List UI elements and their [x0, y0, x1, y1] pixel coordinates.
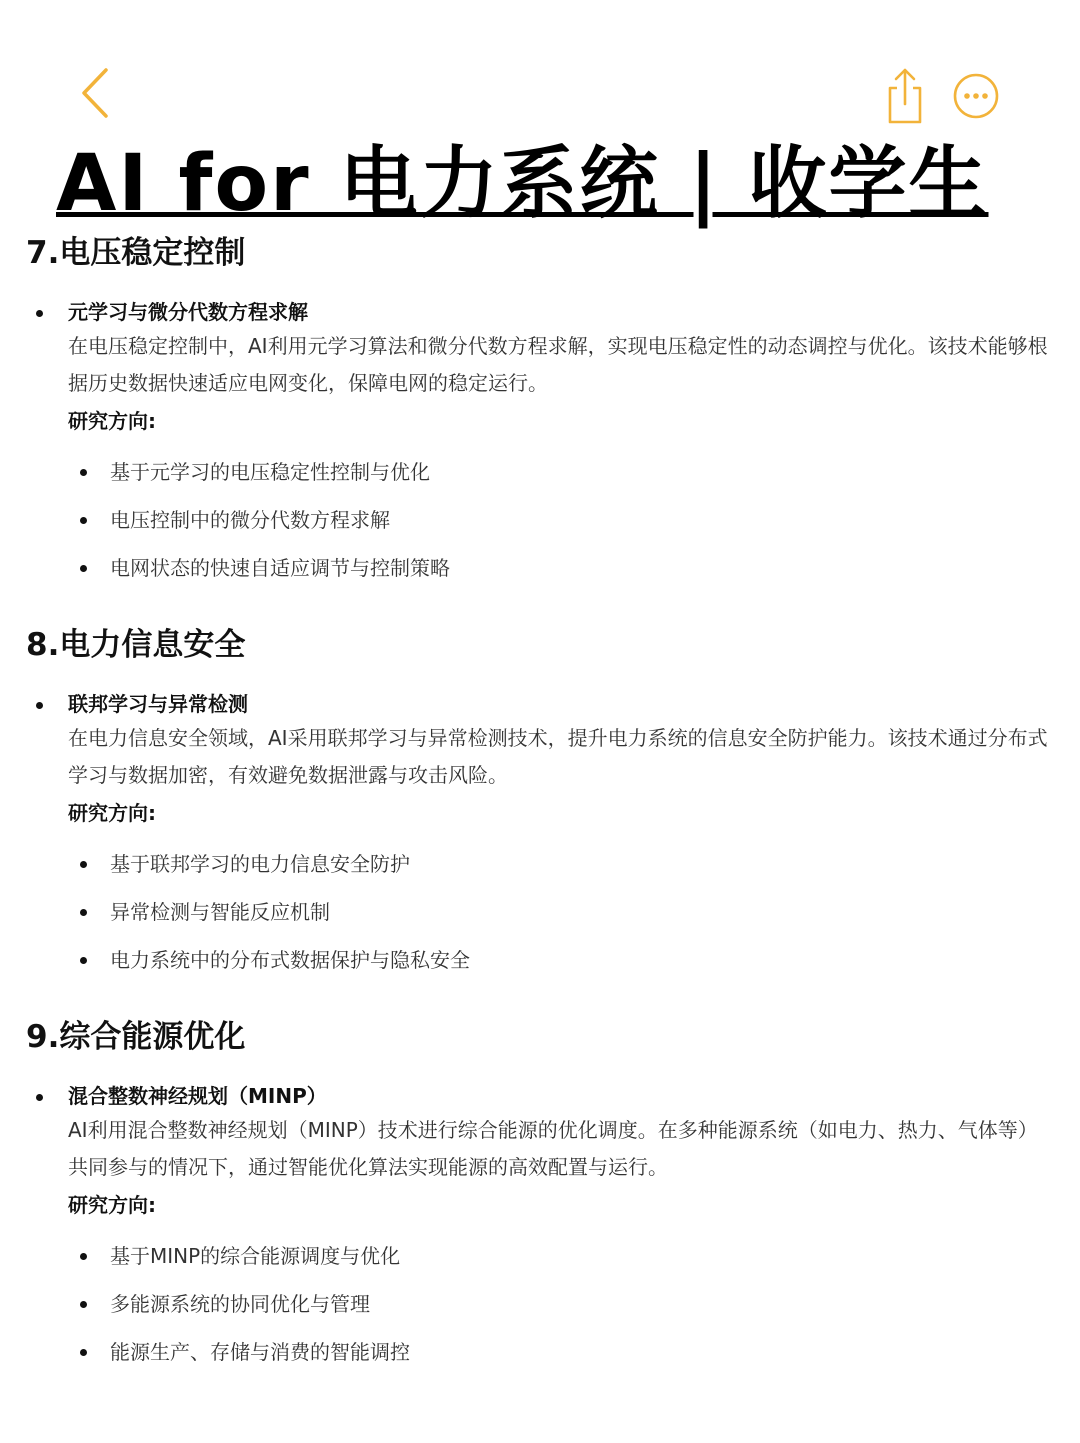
share-icon[interactable] [880, 64, 930, 126]
bullet-icon [80, 957, 87, 964]
topic-item [26, 688, 1056, 832]
list-item: 基于元学习的电压稳定性控制与优化 [26, 448, 1056, 496]
list-item: 电力系统中的分布式数据保护与隐私安全 [26, 936, 1056, 984]
bullet-icon [80, 469, 87, 476]
bullet-icon [36, 310, 43, 317]
topic-description: AI利用混合整数神经规划（MINP）技术进行综合能源的优化调度。在多种能源系统（如电力、热力、气体等）共同参与的情况下，通过智能优化算法实现能源的高效配置与运行。 [68, 1118, 1038, 1179]
research-direction-label: 研究方向: [68, 1193, 156, 1217]
list-item: 多能源系统的协同优化与管理 [26, 1280, 1056, 1328]
section-voltage-stability [26, 228, 1056, 592]
topic-item [26, 296, 1056, 440]
bullet-icon [80, 565, 87, 572]
topic-description: 在电压稳定控制中，AI利用元学习算法和微分代数方程求解，实现电压稳定性的动态调控与优化。该技术能够根据历史数据快速适应电网变化，保障电网的稳定运行。 [68, 334, 1048, 395]
section-heading: 9.综合能源优化 [26, 1019, 246, 1055]
bullet-icon [80, 861, 87, 868]
top-bar [0, 0, 1080, 140]
section-integrated-energy [26, 1012, 1056, 1376]
bullet-icon [80, 1253, 87, 1260]
section-heading: 8.电力信息安全 [26, 627, 246, 663]
list-item: 电网状态的快速自适应调节与控制策略 [26, 544, 1056, 592]
topic-item [26, 1080, 1056, 1224]
bullet-icon [36, 1094, 43, 1101]
research-direction-list [26, 448, 1056, 592]
chevron-left-icon[interactable] [72, 62, 122, 124]
bullet-icon [80, 909, 87, 916]
list-item: 电压控制中的微分代数方程求解 [26, 496, 1056, 544]
research-direction-list [26, 840, 1056, 984]
research-direction-label: 研究方向: [68, 409, 156, 433]
page-title: AI for 电力系统 | 收学生 [56, 139, 989, 229]
bullet-icon [36, 702, 43, 709]
topic-title: 联邦学习与异常检测 [68, 692, 248, 716]
more-icon[interactable] [950, 70, 1002, 122]
research-direction-label: 研究方向: [68, 801, 156, 825]
list-item: 基于联邦学习的电力信息安全防护 [26, 840, 1056, 888]
research-direction-list [26, 1232, 1056, 1376]
topic-description: 在电力信息安全领域，AI采用联邦学习与异常检测技术，提升电力系统的信息安全防护能力。该技术通过分布式学习与数据加密，有效避免数据泄露与攻击风险。 [68, 726, 1048, 787]
list-item: 基于MINP的综合能源调度与优化 [26, 1232, 1056, 1280]
list-item: 异常检测与智能反应机制 [26, 888, 1056, 936]
article-content [26, 228, 1056, 1376]
topic-title: 混合整数神经规划（MINP） [68, 1084, 327, 1108]
section-heading: 7.电压稳定控制 [26, 235, 246, 271]
bullet-icon [80, 517, 87, 524]
bullet-icon [80, 1301, 87, 1308]
page-title-block [56, 140, 1016, 230]
section-power-info-security [26, 620, 1056, 984]
topic-title: 元学习与微分代数方程求解 [68, 300, 308, 324]
bullet-icon [80, 1349, 87, 1356]
list-item: 能源生产、存储与消费的智能调控 [26, 1328, 1056, 1376]
